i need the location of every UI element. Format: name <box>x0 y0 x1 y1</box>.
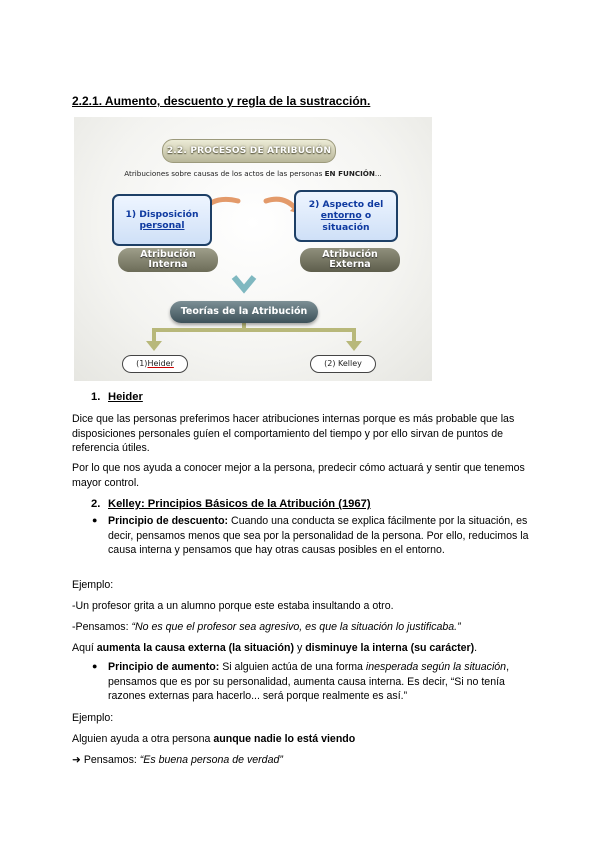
bullet-icon: ● <box>92 515 98 525</box>
example-line-1: -Un profesor grita a un alumno porque este estaba insultando a otro. <box>72 600 394 612</box>
paragraph-heider-1: Dice que las personas preferimos hacer atribuciones internas porque es más probable que las disposiciones personales guíen el comportamiento del tiempo y por ello sirvan de puntos de referencia útiles. <box>72 413 515 455</box>
example-label-2: Ejemplo: <box>72 712 114 724</box>
external-attribution-pill: Atribución Externa <box>300 248 400 272</box>
environment-box: 2) Aspecto del entorno o situación <box>294 190 398 242</box>
theories-bar: Teorías de la Atribución <box>170 301 318 323</box>
kelley-node: (2) Kelley <box>310 355 376 373</box>
down-chevron-icon <box>234 277 254 289</box>
heider-node: (1) Heider <box>122 355 188 373</box>
section-heading: 2.2.1. Aumento, descuento y regla de la sustracción. <box>72 94 371 108</box>
paragraph-heider-2: Por lo que nos ayuda a conocer mejor a la persona, predecir cómo actuará y sentir que tenemos mayor control. <box>72 462 525 489</box>
bullet-icon: ● <box>92 661 98 671</box>
example-label-1: Ejemplo: <box>72 579 114 591</box>
kelley-heading: 2. Kelley: Principios Básicos de la Atribución (1967) <box>91 498 371 510</box>
right-arrow <box>266 199 296 209</box>
example-line-3: Alguien ayuda a otra persona aunque nadie lo está viendo <box>72 733 356 745</box>
internal-attribution-pill: Atribución Interna <box>118 248 218 272</box>
disposition-box: 1) Disposición personal <box>112 194 212 246</box>
diagram-subtitle: Atribuciones sobre causas de los actos de las personas EN FUNCIÓN... <box>124 169 382 178</box>
heider-heading: 1. Heider <box>91 391 143 403</box>
attribution-diagram <box>74 117 432 381</box>
conclusion-line: Aquí aumenta la causa externa (la situación) y disminuye la interna (su carácter). <box>72 642 478 654</box>
example-line-4: ➜ Pensamos: “Es buena persona de verdad” <box>72 754 283 766</box>
diagram-title: 2.2. PROCESOS DE ATRIBUCIÓN <box>162 139 336 163</box>
example-line-2: -Pensamos: “No es que el profesor sea agresivo, es que la situación lo justificaba.” <box>72 621 461 633</box>
